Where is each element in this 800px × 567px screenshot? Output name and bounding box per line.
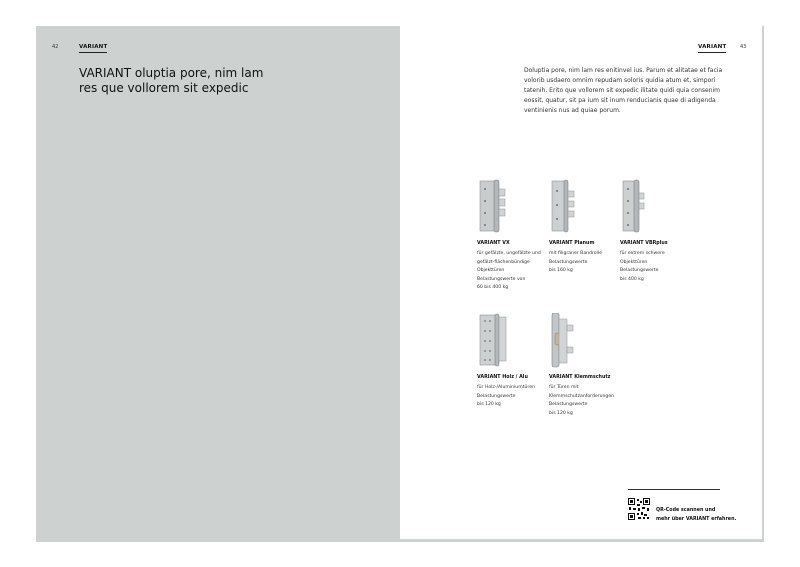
product-name: VARIANT Planum <box>549 241 595 246</box>
product-description: mit filigraner Bandrolle Belastungswerte bis 160 kg <box>549 251 602 274</box>
qr-divider <box>628 489 720 490</box>
product-name: VARIANT Klemmschutz <box>549 375 611 380</box>
page-number-right: 43 <box>740 44 747 50</box>
hinge-klemmschutz-image <box>549 313 589 369</box>
hinge-vbrplus-image <box>620 179 660 235</box>
qr-caption: QR-Code scannen und mehr über VARIANT erfahren. <box>656 508 737 522</box>
brochure-spread <box>36 26 764 542</box>
qr-code-icon[interactable] <box>628 498 650 520</box>
product-name: VARIANT VX <box>477 241 510 246</box>
product-description: für extrem schwere Objekttüren Belastungswerte bis 400 kg <box>620 251 665 282</box>
hinge-planum-image <box>549 179 589 235</box>
product-description: für gefälzte, ungefälzte und gefälzt-flächenbündige Objekttüren Belastungswerte von 60 bis 400 kg <box>477 251 541 291</box>
hinge-vx-image <box>477 179 517 235</box>
product-description: für Holz-/Aluminiumtüren Belastungswerte bis 120 kg <box>477 385 535 408</box>
product-name: VARIANT Holz / Alu <box>477 375 528 380</box>
intro-paragraph: Doluptia pore, nim lam res enitinvel ius. Parum et alitatae et facia volorib usdaero omnim repudam soloris quidia atum et, simpori tatenih. Erito que vollorem sit expedic ilitate quidi quia consenim eossit, quatur, sit pa ium sit inum renducianis quae di adigenda ventinienis nus ad quiae porum. <box>524 67 723 114</box>
page-number-left: 42 <box>52 44 59 50</box>
left-page <box>36 26 400 542</box>
product-name: VARIANT VBRplus <box>620 241 668 246</box>
section-label-right: VARIANT <box>698 44 726 53</box>
product-description: für Türen mit Klemmschutzanforderungen Belastungswerte bis 120 kg <box>549 385 615 416</box>
section-label-left: VARIANT <box>79 44 107 53</box>
headline: VARIANT oluptia pore, nim lam res que vollorem sit expedic <box>79 66 264 95</box>
hinge-holz-alu-image <box>477 313 517 369</box>
right-page <box>400 26 762 539</box>
